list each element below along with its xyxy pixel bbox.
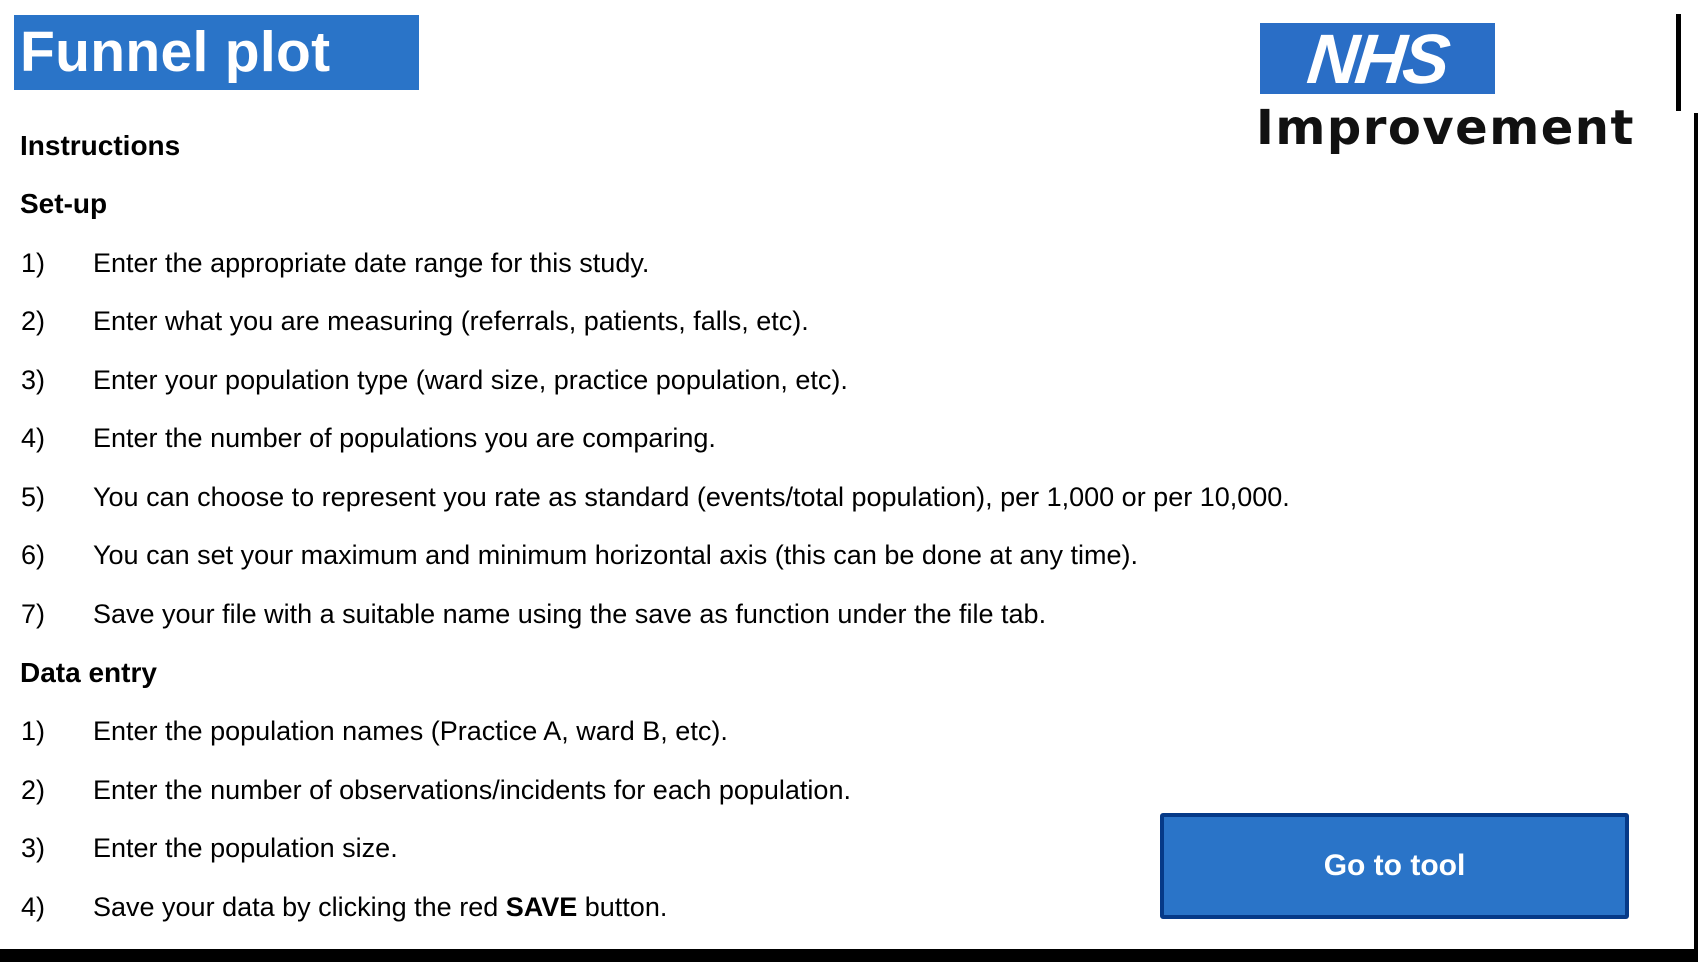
- page-edge-right: [1694, 113, 1698, 962]
- item-text: You can set your maximum and minimum horizontal axis (this can be done at any time).: [93, 540, 1138, 570]
- item-number: 3): [21, 365, 46, 395]
- item-number: 1): [21, 716, 46, 746]
- item-text: Enter the number of observations/incidents for each population.: [93, 775, 851, 805]
- item-number: 4): [21, 892, 46, 922]
- nhs-logo-mark: NHS: [1303, 20, 1451, 98]
- setup-item-6: [0, 539, 1500, 571]
- item-text: Enter the population names (Practice A, ward B, etc).: [93, 716, 728, 746]
- item-text-after: button.: [577, 892, 668, 922]
- item-text: You can choose to represent you rate as standard (events/total population), per 1,000 or per 10,000.: [93, 482, 1290, 512]
- item-number: 1): [21, 248, 46, 278]
- item-number: 3): [21, 833, 46, 863]
- item-number: 4): [21, 423, 46, 453]
- go-to-tool-label: Go to tool: [1323, 849, 1466, 882]
- nhs-logo-box: [1260, 20, 1495, 98]
- instructions-heading: Instructions: [20, 130, 181, 161]
- item-number: 7): [21, 599, 46, 629]
- item-text: Enter your population type (ward size, practice population, etc).: [93, 365, 848, 395]
- page-title: Funnel plot: [20, 20, 331, 84]
- item-text: Enter what you are measuring (referrals, patients, falls, etc).: [93, 306, 809, 336]
- page-edge-bottom: [0, 949, 1698, 962]
- item-text: Enter the appropriate date range for this study.: [93, 248, 650, 278]
- item-number: 2): [21, 775, 46, 805]
- logo-subtitle: Improvement: [1256, 100, 1635, 156]
- data-entry-item-2: [0, 774, 1500, 806]
- setup-item-4: [0, 422, 1500, 454]
- item-number: 2): [21, 306, 46, 336]
- item-text: Enter the number of populations you are comparing.: [93, 423, 716, 453]
- setup-heading: Set-up: [20, 188, 108, 219]
- save-keyword: SAVE: [505, 892, 578, 922]
- item-number: 6): [21, 540, 46, 570]
- setup-item-7: [0, 598, 1500, 630]
- title-banner: [14, 15, 419, 90]
- setup-item-1: [0, 247, 1500, 279]
- cell-border-vertical: [1676, 14, 1681, 111]
- nhs-improvement-logo: [1256, 20, 1696, 160]
- data-entry-item-1: [0, 715, 1500, 747]
- setup-item-5: [0, 481, 1500, 513]
- go-to-tool-button[interactable]: [1160, 813, 1629, 919]
- item-text-before: Save your data by clicking the red: [93, 892, 506, 922]
- item-number: 5): [21, 482, 46, 512]
- data-entry-heading: Data entry: [20, 657, 157, 688]
- item-text: Save your file with a suitable name using the save as function under the file tab.: [93, 599, 1047, 629]
- item-text: [93, 891, 667, 923]
- setup-item-2: [0, 305, 1500, 337]
- item-text: Enter the population size.: [93, 833, 398, 863]
- setup-item-3: [0, 364, 1500, 396]
